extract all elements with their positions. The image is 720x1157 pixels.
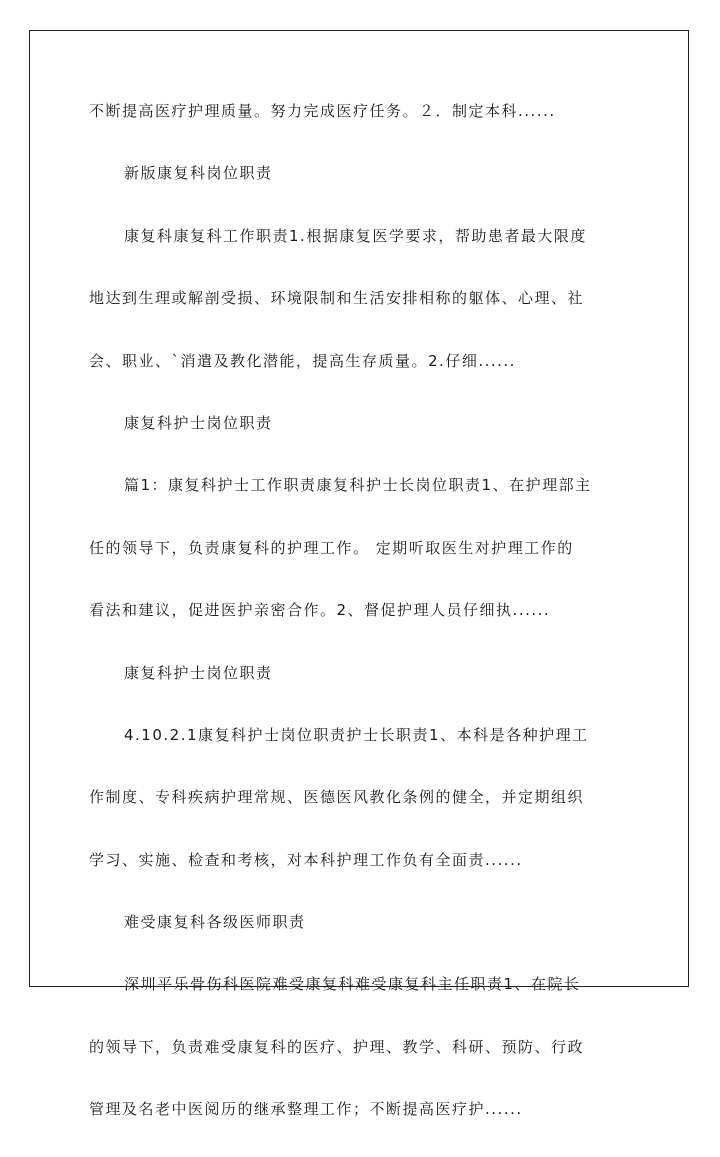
paragraph-first-line: 4.10.2.1康复科护士岗位职责护士长职责1、本科是各种护理工 — [124, 725, 589, 744]
section-heading: 新版康复科岗位职责 — [124, 164, 273, 183]
paragraph-first-line: 篇1：康复科护士工作职责康复科护士长岗位职责1、在护理部主 — [124, 476, 592, 495]
text-line: 地达到生理或解剖受损、环境限制和生活安排相称的躯体、心理、社 — [89, 289, 585, 308]
text-line: 任的领导下，负责康复科的护理工作。 定期听取医生对护理工作的 — [89, 538, 574, 557]
section-heading: 康复科护士岗位职责 — [124, 663, 273, 682]
paragraph-first-line: 深圳平乐骨伤科医院难受康复科难受康复科主任职责1、在院长 — [124, 975, 581, 994]
text-line: 作制度、专科疾病护理常规、医德医风教化条例的健全，并定期组织 — [89, 788, 585, 807]
text-line: 看法和建议，促进医护亲密合作。2、督促护理人员仔细执...... — [89, 601, 551, 620]
section-heading: 难受康复科各级医师职责 — [124, 913, 306, 932]
section-heading: 康复科护士岗位职责 — [124, 413, 273, 432]
text-line: 不断提高医疗护理质量。努力完成医疗任务。２．制定本科...... — [89, 102, 556, 120]
text-line: 管理及名老中医阅历的继承整理工作；不断提高医疗护...... — [89, 1100, 523, 1119]
document-body — [89, 96, 649, 1157]
text-line: 会、职业、`消遣及教化潜能，提高生存质量。2.仔细...... — [89, 351, 516, 370]
text-line: 学习、实施、检查和考核，对本科护理工作负有全面责...... — [89, 850, 523, 869]
text-line: 的领导下，负责难受康复科的医疗、护理、教学、科研、预防、行政 — [89, 1037, 585, 1056]
paragraph-first-line: 康复科康复科工作职责1.根据康复医学要求，帮助患者最大限度 — [124, 226, 587, 245]
